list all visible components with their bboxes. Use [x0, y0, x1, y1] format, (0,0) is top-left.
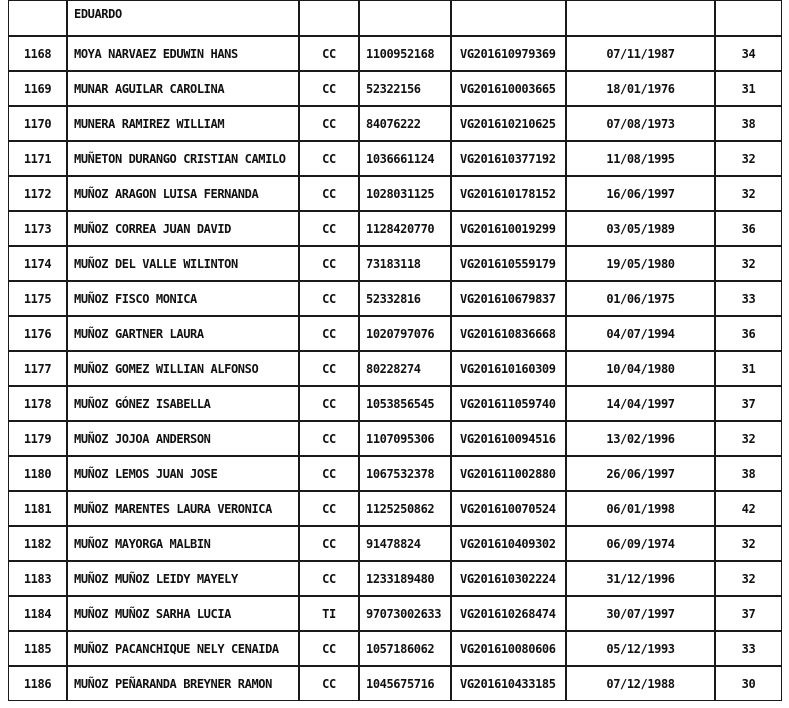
cell-id: 91478824 — [359, 526, 451, 561]
cell-doc-type: CC — [299, 246, 359, 281]
cell-date: 10/04/1980 — [566, 351, 715, 386]
cell-doc-type: CC — [299, 176, 359, 211]
cell-id — [359, 0, 451, 36]
cell-age: 32 — [715, 141, 782, 176]
cell-id: 73183118 — [359, 246, 451, 281]
cell-doc-type: CC — [299, 141, 359, 176]
cell-number: 1185 — [8, 631, 67, 666]
cell-date: 04/07/1994 — [566, 316, 715, 351]
cell-code: VG201610070524 — [451, 491, 566, 526]
cell-number: 1172 — [8, 176, 67, 211]
cell-doc-type: CC — [299, 316, 359, 351]
cell-date: 06/01/1998 — [566, 491, 715, 526]
cell-name: MUÑOZ JOJOA ANDERSON — [67, 421, 299, 456]
table-row — [8, 526, 782, 561]
cell-code: VG201610409302 — [451, 526, 566, 561]
table-row — [8, 176, 782, 211]
cell-code: VG201610210625 — [451, 106, 566, 141]
cell-number: 1177 — [8, 351, 67, 386]
table-row — [8, 141, 782, 176]
cell-number: 1180 — [8, 456, 67, 491]
cell-age: 34 — [715, 36, 782, 71]
cell-id: 1233189480 — [359, 561, 451, 596]
cell-age: 32 — [715, 176, 782, 211]
cell-id: 1100952168 — [359, 36, 451, 71]
cell-number: 1183 — [8, 561, 67, 596]
cell-name: MUÑOZ MUÑOZ SARHA LUCIA — [67, 596, 299, 631]
cell-age: 38 — [715, 106, 782, 141]
cell-name: MUÑOZ GOMEZ WILLIAN ALFONSO — [67, 351, 299, 386]
cell-doc-type: CC — [299, 421, 359, 456]
roster-table-body — [8, 0, 782, 701]
cell-date: 03/05/1989 — [566, 211, 715, 246]
cell-doc-type: CC — [299, 211, 359, 246]
cell-doc-type: CC — [299, 631, 359, 666]
table-row — [8, 561, 782, 596]
table-row — [8, 491, 782, 526]
table-row — [8, 36, 782, 71]
cell-date: 31/12/1996 — [566, 561, 715, 596]
cell-id: 1057186062 — [359, 631, 451, 666]
cell-date: 07/12/1988 — [566, 666, 715, 701]
table-row — [8, 386, 782, 421]
cell-id: 80228274 — [359, 351, 451, 386]
cell-date: 01/06/1975 — [566, 281, 715, 316]
cell-id: 1020797076 — [359, 316, 451, 351]
cell-doc-type: CC — [299, 456, 359, 491]
cell-code: VG201610559179 — [451, 246, 566, 281]
cell-number: 1182 — [8, 526, 67, 561]
cell-id: 52332816 — [359, 281, 451, 316]
cell-code: VG201610160309 — [451, 351, 566, 386]
cell-id: 1125250862 — [359, 491, 451, 526]
cell-code — [451, 0, 566, 36]
document-page — [8, 0, 782, 701]
cell-name: MUÑOZ LEMOS JUAN JOSE — [67, 456, 299, 491]
cell-number: 1174 — [8, 246, 67, 281]
cell-age: 32 — [715, 526, 782, 561]
cell-age: 33 — [715, 281, 782, 316]
cell-doc-type: CC — [299, 106, 359, 141]
cell-code: VG201610094516 — [451, 421, 566, 456]
cell-number: 1171 — [8, 141, 67, 176]
table-row — [8, 456, 782, 491]
cell-id: 97073002633 — [359, 596, 451, 631]
cell-code: VG201610377192 — [451, 141, 566, 176]
cell-date: 26/06/1997 — [566, 456, 715, 491]
cell-number — [8, 0, 67, 36]
cell-name-continuation: EDUARDO — [67, 0, 299, 36]
cell-date: 05/12/1993 — [566, 631, 715, 666]
cell-name: MUNAR AGUILAR CAROLINA — [67, 71, 299, 106]
cell-age: 36 — [715, 316, 782, 351]
cell-number: 1184 — [8, 596, 67, 631]
cell-age: 38 — [715, 456, 782, 491]
table-row — [8, 281, 782, 316]
cell-doc-type: CC — [299, 526, 359, 561]
cell-number: 1179 — [8, 421, 67, 456]
cell-number: 1173 — [8, 211, 67, 246]
cell-date: 13/02/1996 — [566, 421, 715, 456]
cell-id: 1036661124 — [359, 141, 451, 176]
cell-date: 16/06/1997 — [566, 176, 715, 211]
cell-name: MUÑETON DURANGO CRISTIAN CAMILO — [67, 141, 299, 176]
cell-id: 1053856545 — [359, 386, 451, 421]
cell-doc-type: TI — [299, 596, 359, 631]
cell-name: MUÑOZ GARTNER LAURA — [67, 316, 299, 351]
cell-code: VG201610679837 — [451, 281, 566, 316]
table-row — [8, 71, 782, 106]
cell-age: 36 — [715, 211, 782, 246]
cell-age: 31 — [715, 71, 782, 106]
table-row — [8, 596, 782, 631]
cell-name: MUÑOZ PACANCHIQUE NELY CENAIDA — [67, 631, 299, 666]
cell-doc-type: CC — [299, 36, 359, 71]
cell-date: 14/04/1997 — [566, 386, 715, 421]
cell-code: VG201610080606 — [451, 631, 566, 666]
cell-number: 1170 — [8, 106, 67, 141]
cell-doc-type: CC — [299, 71, 359, 106]
cell-date: 07/11/1987 — [566, 36, 715, 71]
cell-doc-type: CC — [299, 281, 359, 316]
cell-id: 1028031125 — [359, 176, 451, 211]
cell-age: 32 — [715, 561, 782, 596]
cell-age: 42 — [715, 491, 782, 526]
cell-name: MUÑOZ DEL VALLE WILINTON — [67, 246, 299, 281]
cell-name: MUÑOZ FISCO MONICA — [67, 281, 299, 316]
cell-id: 52322156 — [359, 71, 451, 106]
cell-doc-type: CC — [299, 561, 359, 596]
cell-age: 33 — [715, 631, 782, 666]
table-row — [8, 106, 782, 141]
cell-name: MUNERA RAMIREZ WILLIAM — [67, 106, 299, 141]
cell-name: MUÑOZ CORREA JUAN DAVID — [67, 211, 299, 246]
cell-age: 32 — [715, 246, 782, 281]
cell-number: 1168 — [8, 36, 67, 71]
cell-name: MUÑOZ MUÑOZ LEIDY MAYELY — [67, 561, 299, 596]
cell-name: MUÑOZ ARAGON LUISA FERNANDA — [67, 176, 299, 211]
cell-number: 1186 — [8, 666, 67, 701]
cell-age: 37 — [715, 386, 782, 421]
cell-date: 11/08/1995 — [566, 141, 715, 176]
cell-number: 1176 — [8, 316, 67, 351]
table-row — [8, 316, 782, 351]
cell-age: 32 — [715, 421, 782, 456]
cell-code: VG201610003665 — [451, 71, 566, 106]
cell-doc-type: CC — [299, 666, 359, 701]
cell-age: 31 — [715, 351, 782, 386]
cell-code: VG201610979369 — [451, 36, 566, 71]
table-row — [8, 631, 782, 666]
cell-number: 1175 — [8, 281, 67, 316]
roster-table — [8, 0, 782, 701]
cell-doc-type: CC — [299, 491, 359, 526]
cell-name: MUÑOZ PEÑARANDA BREYNER RAMON — [67, 666, 299, 701]
cell-doc-type: CC — [299, 386, 359, 421]
table-row-continuation — [8, 0, 782, 36]
table-row — [8, 351, 782, 386]
cell-number: 1169 — [8, 71, 67, 106]
cell-name: MUÑOZ MARENTES LAURA VERONICA — [67, 491, 299, 526]
cell-date: 06/09/1974 — [566, 526, 715, 561]
cell-doc-type — [299, 0, 359, 36]
cell-date: 18/01/1976 — [566, 71, 715, 106]
cell-doc-type: CC — [299, 351, 359, 386]
cell-age — [715, 0, 782, 36]
cell-id: 1045675716 — [359, 666, 451, 701]
cell-date — [566, 0, 715, 36]
cell-name: MUÑOZ GÓNEZ ISABELLA — [67, 386, 299, 421]
cell-age: 30 — [715, 666, 782, 701]
table-row — [8, 211, 782, 246]
cell-date: 30/07/1997 — [566, 596, 715, 631]
table-row — [8, 246, 782, 281]
cell-code: VG201611059740 — [451, 386, 566, 421]
cell-name: MUÑOZ MAYORGA MALBIN — [67, 526, 299, 561]
table-row — [8, 421, 782, 456]
cell-number: 1181 — [8, 491, 67, 526]
cell-code: VG201610178152 — [451, 176, 566, 211]
cell-code: VG201611002880 — [451, 456, 566, 491]
cell-id: 1128420770 — [359, 211, 451, 246]
cell-id: 1067532378 — [359, 456, 451, 491]
cell-code: VG201610836668 — [451, 316, 566, 351]
cell-name: MOYA NARVAEZ EDUWIN HANS — [67, 36, 299, 71]
cell-code: VG201610302224 — [451, 561, 566, 596]
cell-number: 1178 — [8, 386, 67, 421]
cell-id: 84076222 — [359, 106, 451, 141]
cell-date: 07/08/1973 — [566, 106, 715, 141]
cell-code: VG201610433185 — [451, 666, 566, 701]
table-row — [8, 666, 782, 701]
cell-date: 19/05/1980 — [566, 246, 715, 281]
cell-code: VG201610268474 — [451, 596, 566, 631]
cell-id: 1107095306 — [359, 421, 451, 456]
cell-age: 37 — [715, 596, 782, 631]
cell-code: VG201610019299 — [451, 211, 566, 246]
